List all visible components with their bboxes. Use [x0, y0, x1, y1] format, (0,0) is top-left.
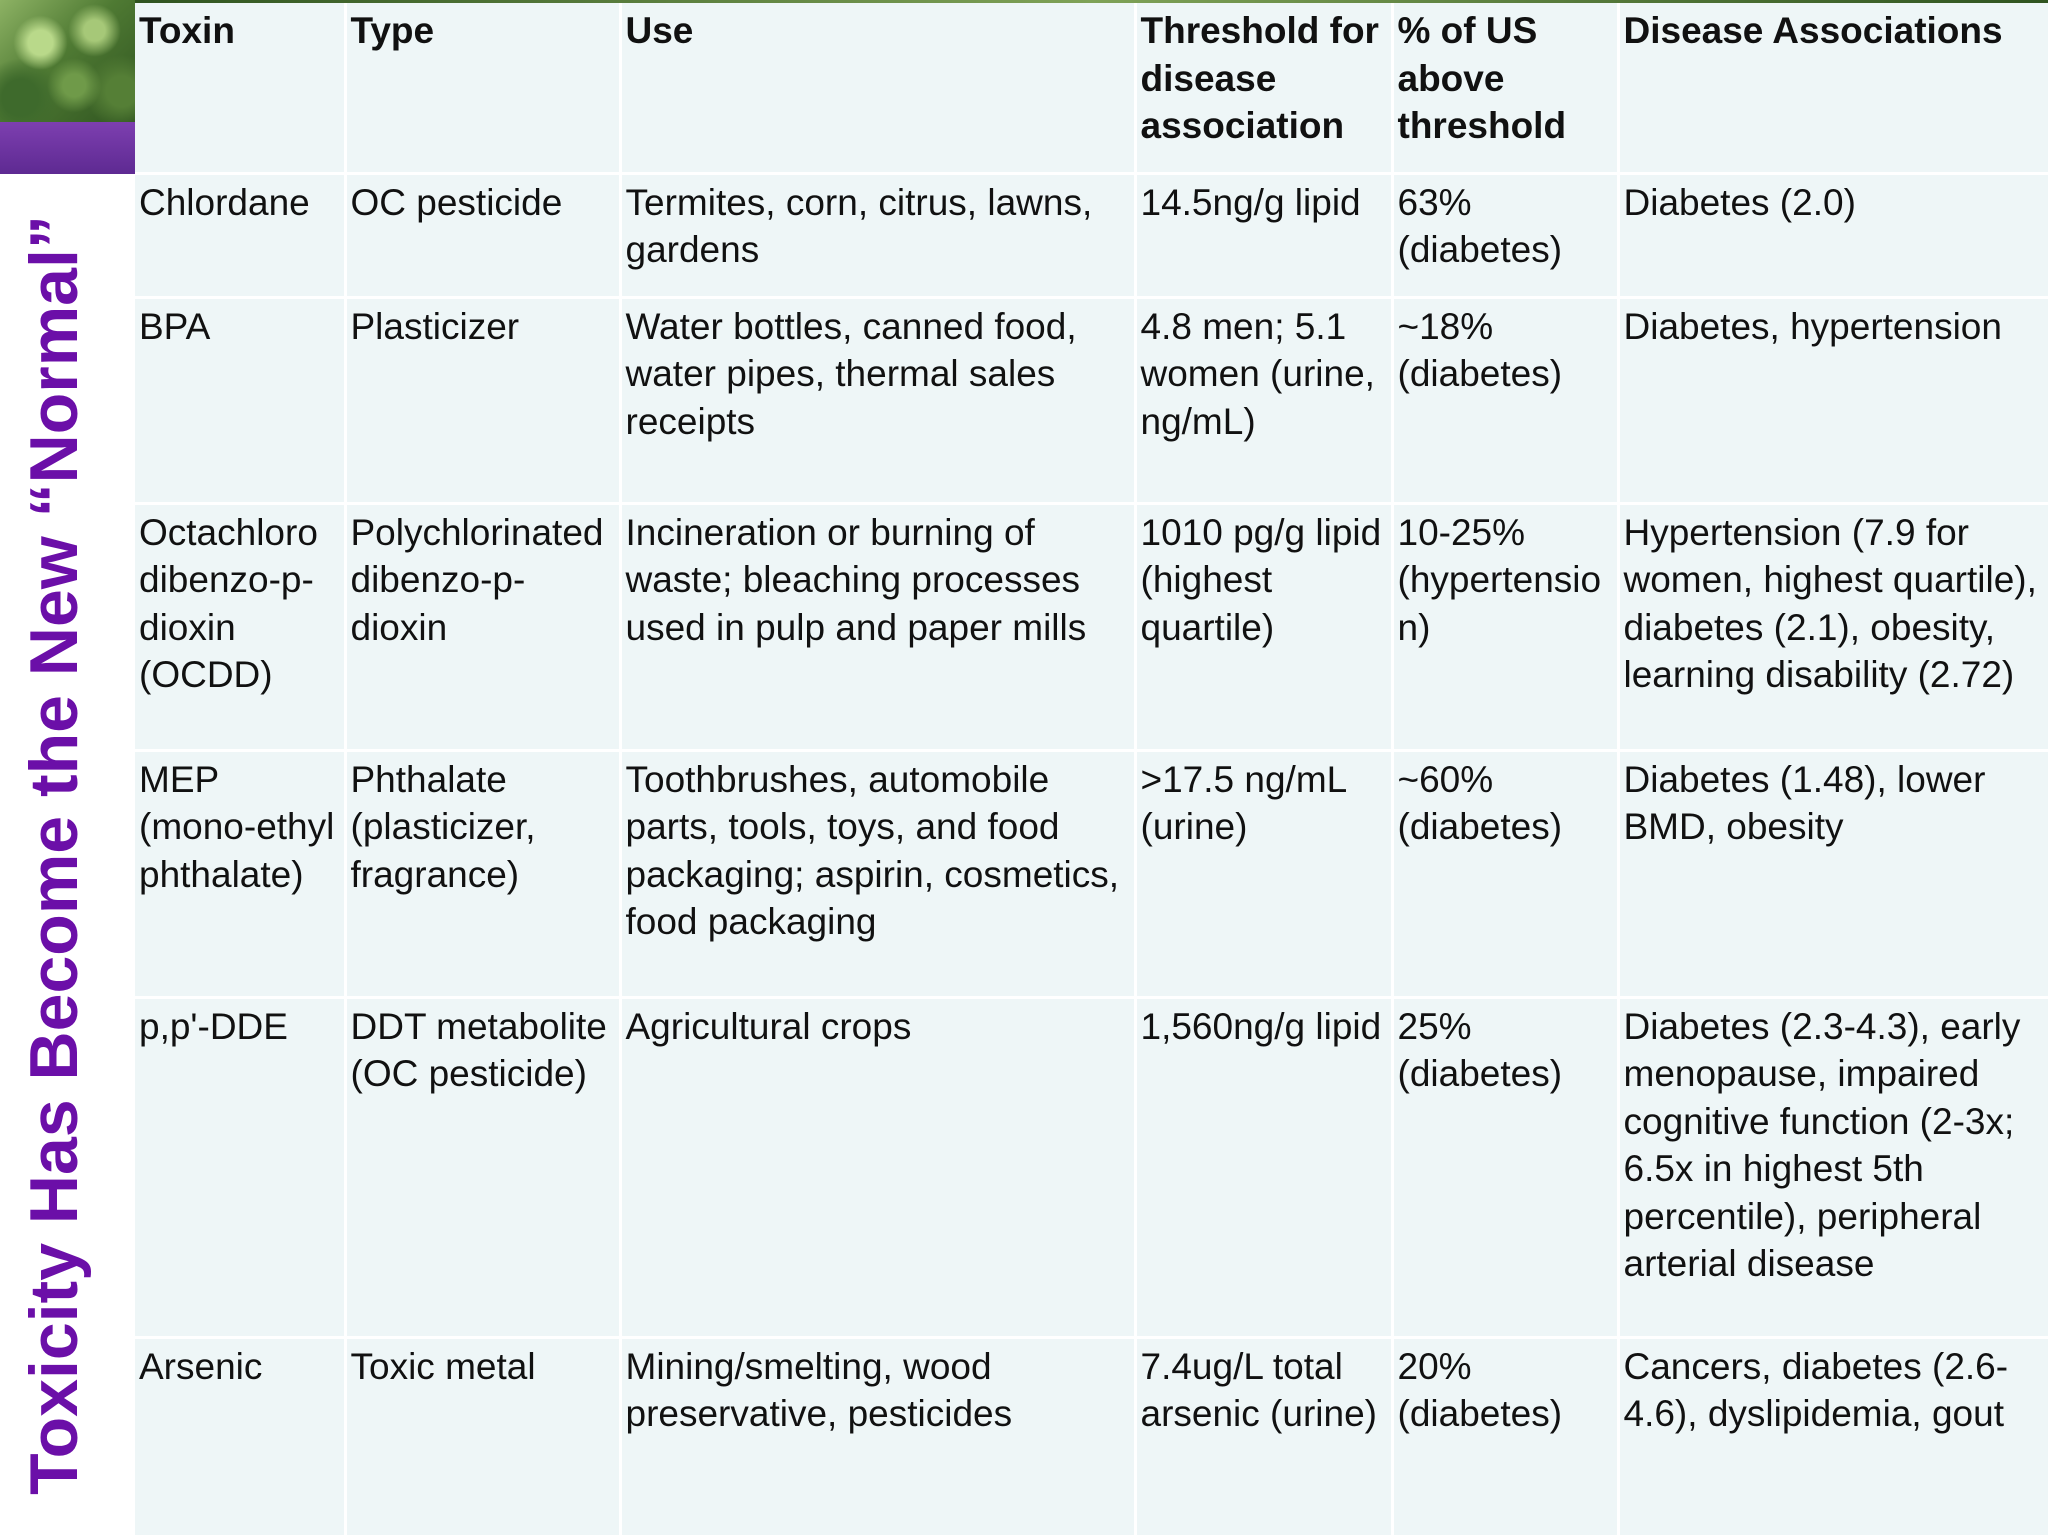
toxin-table-container	[135, 3, 2048, 1536]
cell-percent: ~60% (diabetes)	[1392, 750, 1618, 997]
corner-purple-bar	[0, 122, 135, 174]
table-row	[135, 297, 2048, 503]
cell-percent: 25% (diabetes)	[1392, 997, 1618, 1337]
header-type: Type	[345, 3, 620, 173]
cell-disease: Diabetes (2.0)	[1618, 173, 2048, 297]
cell-type: Toxic metal	[345, 1337, 620, 1536]
cell-disease: Hypertension (7.9 for women, highest quartile), diabetes (2.1), obesity, learning disability (2.72)	[1618, 503, 2048, 750]
cell-toxin: Chlordane	[135, 173, 345, 297]
header-percent-above: % of US above threshold	[1392, 3, 1618, 173]
cell-type: OC pesticide	[345, 173, 620, 297]
cell-disease: Diabetes, hypertension	[1618, 297, 2048, 503]
header-toxin: Toxin	[135, 3, 345, 173]
cell-type: Polychlorinated dibenzo-p-dioxin	[345, 503, 620, 750]
cell-type: DDT metabolite (OC pesticide)	[345, 997, 620, 1337]
cell-threshold: 14.5ng/g lipid	[1135, 173, 1392, 297]
cell-disease: Diabetes (2.3-4.3), early menopause, impaired cognitive function (2-3x; 6.5x in highest 5th percentile), peripheral arterial disease	[1618, 997, 2048, 1337]
table-row	[135, 503, 2048, 750]
cell-percent: 20% (diabetes)	[1392, 1337, 1618, 1536]
cell-use: Incineration or burning of waste; bleaching processes used in pulp and paper mills	[620, 503, 1135, 750]
cell-toxin: BPA	[135, 297, 345, 503]
cell-use: Mining/smelting, wood preservative, pesticides	[620, 1337, 1135, 1536]
table-row	[135, 750, 2048, 997]
cell-use: Water bottles, canned food, water pipes, thermal sales receipts	[620, 297, 1135, 503]
table-header-row	[135, 3, 2048, 173]
cell-disease: Cancers, diabetes (2.6-4.6), dyslipidemia, gout	[1618, 1337, 2048, 1536]
header-threshold: Threshold for disease association	[1135, 3, 1392, 173]
cell-toxin: Octachloro dibenzo-p-dioxin (OCDD)	[135, 503, 345, 750]
cell-percent: 63% (diabetes)	[1392, 173, 1618, 297]
cell-toxin: p,p'-DDE	[135, 997, 345, 1337]
cell-use: Termites, corn, citrus, lawns, gardens	[620, 173, 1135, 297]
cell-threshold: 1010 pg/g lipid (highest quartile)	[1135, 503, 1392, 750]
cell-type: Phthalate (plasticizer, fragrance)	[345, 750, 620, 997]
header-disease-associations: Disease Associations	[1618, 3, 2048, 173]
cell-threshold: >17.5 ng/mL (urine)	[1135, 750, 1392, 997]
cell-use: Agricultural crops	[620, 997, 1135, 1337]
table-row	[135, 173, 2048, 297]
corner-leaf-photo	[0, 0, 135, 122]
cell-threshold: 1,560ng/g lipid	[1135, 997, 1392, 1337]
cell-percent: ~18% (diabetes)	[1392, 297, 1618, 503]
cell-toxin: Arsenic	[135, 1337, 345, 1536]
slide-title: Toxicity Has Become the New “Normal”	[16, 215, 92, 1495]
cell-use: Toothbrushes, automobile parts, tools, toys, and food packaging; aspirin, cosmetics, food packaging	[620, 750, 1135, 997]
toxin-table	[135, 3, 2048, 1538]
table-row	[135, 997, 2048, 1337]
cell-toxin: MEP (mono-ethyl phthalate)	[135, 750, 345, 997]
table-row	[135, 1337, 2048, 1536]
cell-threshold: 4.8 men; 5.1 women (urine, ng/mL)	[1135, 297, 1392, 503]
cell-type: Plasticizer	[345, 297, 620, 503]
header-use: Use	[620, 3, 1135, 173]
cell-threshold: 7.4ug/L total arsenic (urine)	[1135, 1337, 1392, 1536]
cell-disease: Diabetes (1.48), lower BMD, obesity	[1618, 750, 2048, 997]
cell-percent: 10-25% (hypertension)	[1392, 503, 1618, 750]
